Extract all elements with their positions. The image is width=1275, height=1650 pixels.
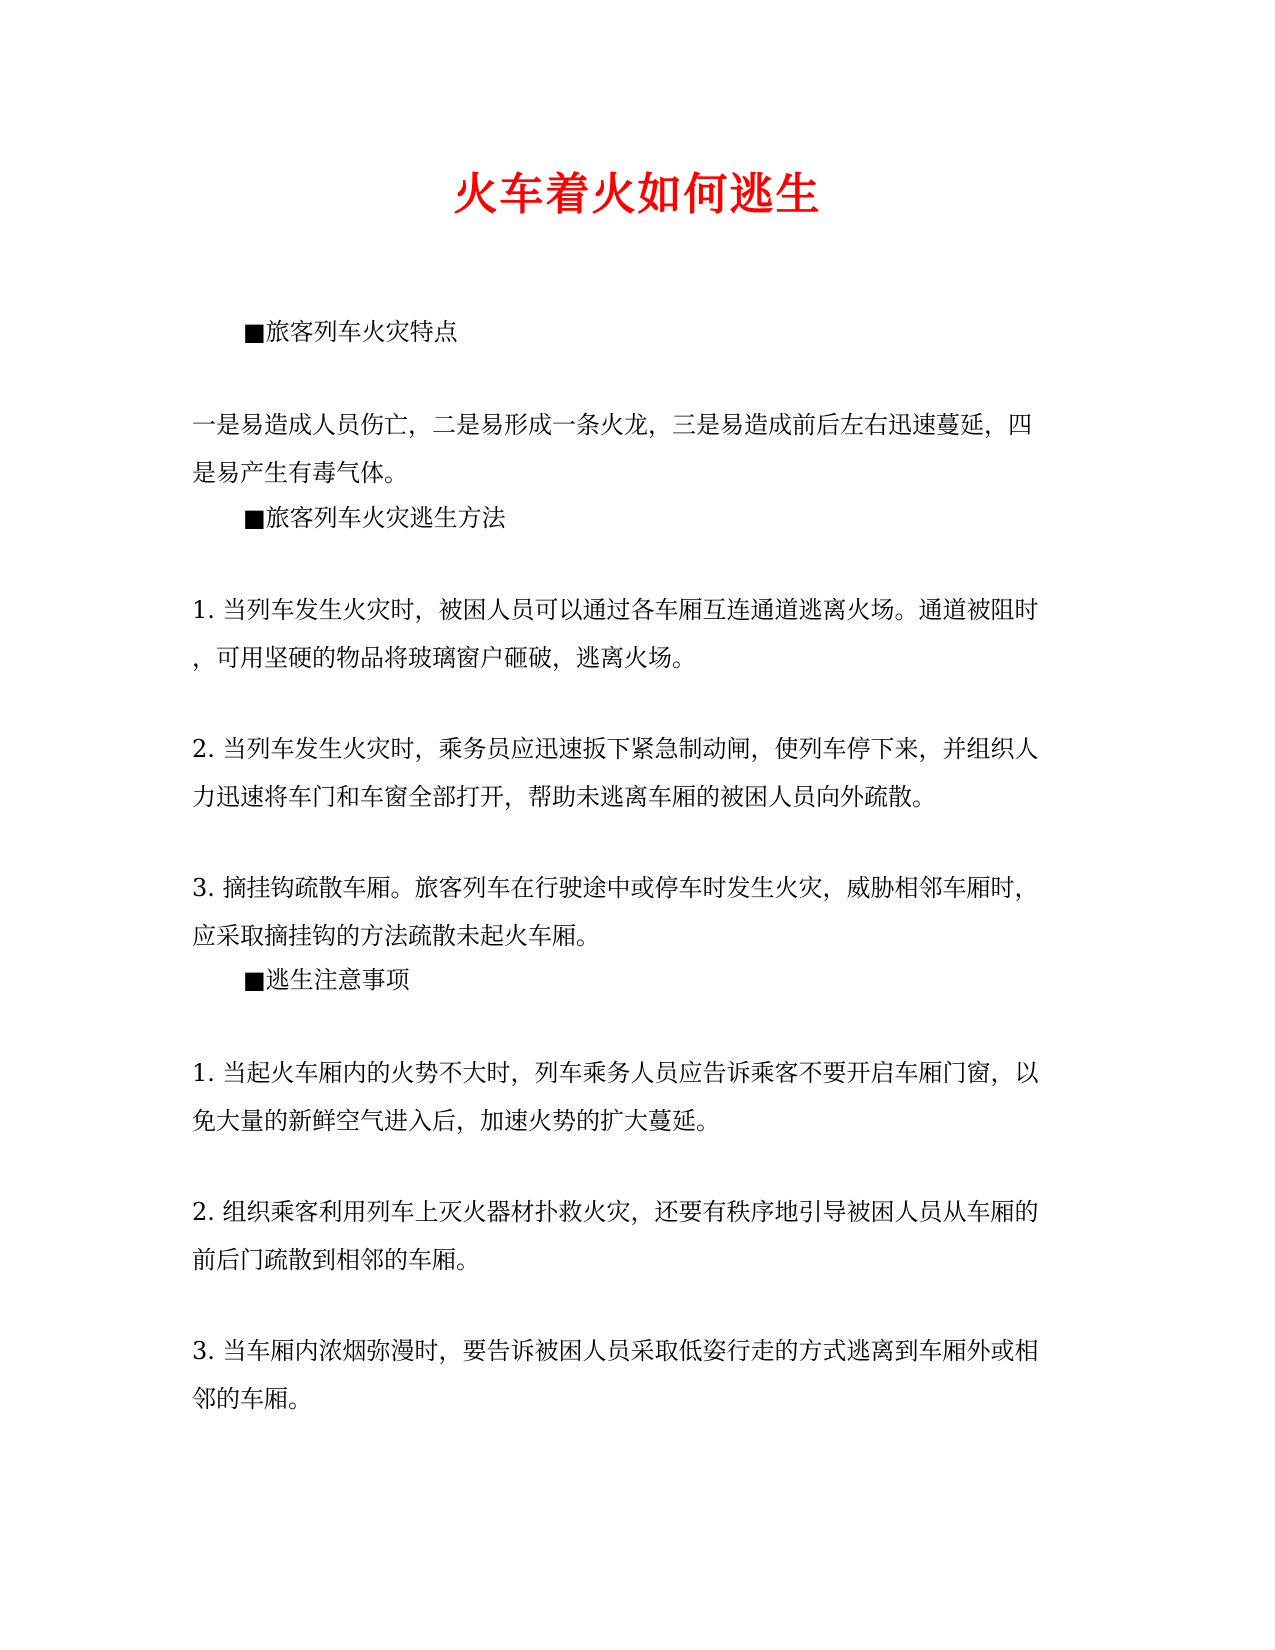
section-heading: ■旅客列车火灾特点 <box>243 318 458 346</box>
paragraph <box>192 1188 1072 1284</box>
paragraph-line: 1. 当起火车厢内的火势不大时，列车乘务人员应告诉乘客不要开启车厢门窗，以 <box>192 1059 1039 1087</box>
paragraph <box>192 1049 1072 1145</box>
paragraph-line: 3. 当车厢内浓烟弥漫时，要告诉被困人员采取低姿行走的方式逃离到车厢外或相 <box>192 1337 1039 1365</box>
section-heading: ■逃生注意事项 <box>243 966 410 994</box>
paragraph-line: 2. 组织乘客利用列车上灭火器材扑救火灾，还要有秩序地引导被困人员从车厢的 <box>192 1198 1039 1226</box>
paragraph <box>192 401 1072 497</box>
paragraph-line: 1. 当列车发生火灾时，被困人员可以通过各车厢互连通道逃离火场。通道被阻时 <box>192 596 1039 624</box>
paragraph-line: 前后门疏散到相邻的车厢。 <box>192 1246 480 1274</box>
paragraph <box>192 586 1072 682</box>
paragraph-line: 是易产生有毒气体。 <box>192 459 408 487</box>
paragraph-line: 邻的车厢。 <box>192 1385 312 1413</box>
paragraph-line: 3. 摘挂钩疏散车厢。旅客列车在行驶途中或停车时发生火灾，威胁相邻车厢时， <box>192 874 1039 902</box>
paragraph <box>192 725 1072 821</box>
paragraph <box>192 864 1072 960</box>
paragraph <box>192 1327 1072 1423</box>
paragraph-line: 应采取摘挂钩的方法疏散未起火车厢。 <box>192 922 600 950</box>
section-heading: ■旅客列车火灾逃生方法 <box>243 504 506 532</box>
paragraph-line: 免大量的新鲜空气进入后，加速火势的扩大蔓延。 <box>192 1107 720 1135</box>
document-title: 火车着火如何逃生 <box>453 169 822 220</box>
paragraph-line: 一是易造成人员伤亡，二是易形成一条火龙，三是易造成前后左右迅速蔓延，四 <box>192 411 1032 439</box>
paragraph-line: 2. 当列车发生火灾时，乘务员应迅速扳下紧急制动闸，使列车停下来，并组织人 <box>192 735 1039 763</box>
paragraph-line: ，可用坚硬的物品将玻璃窗户砸破，逃离火场。 <box>192 644 696 672</box>
paragraph-line: 力迅速将车门和车窗全部打开，帮助未逃离车厢的被困人员向外疏散。 <box>192 783 936 811</box>
